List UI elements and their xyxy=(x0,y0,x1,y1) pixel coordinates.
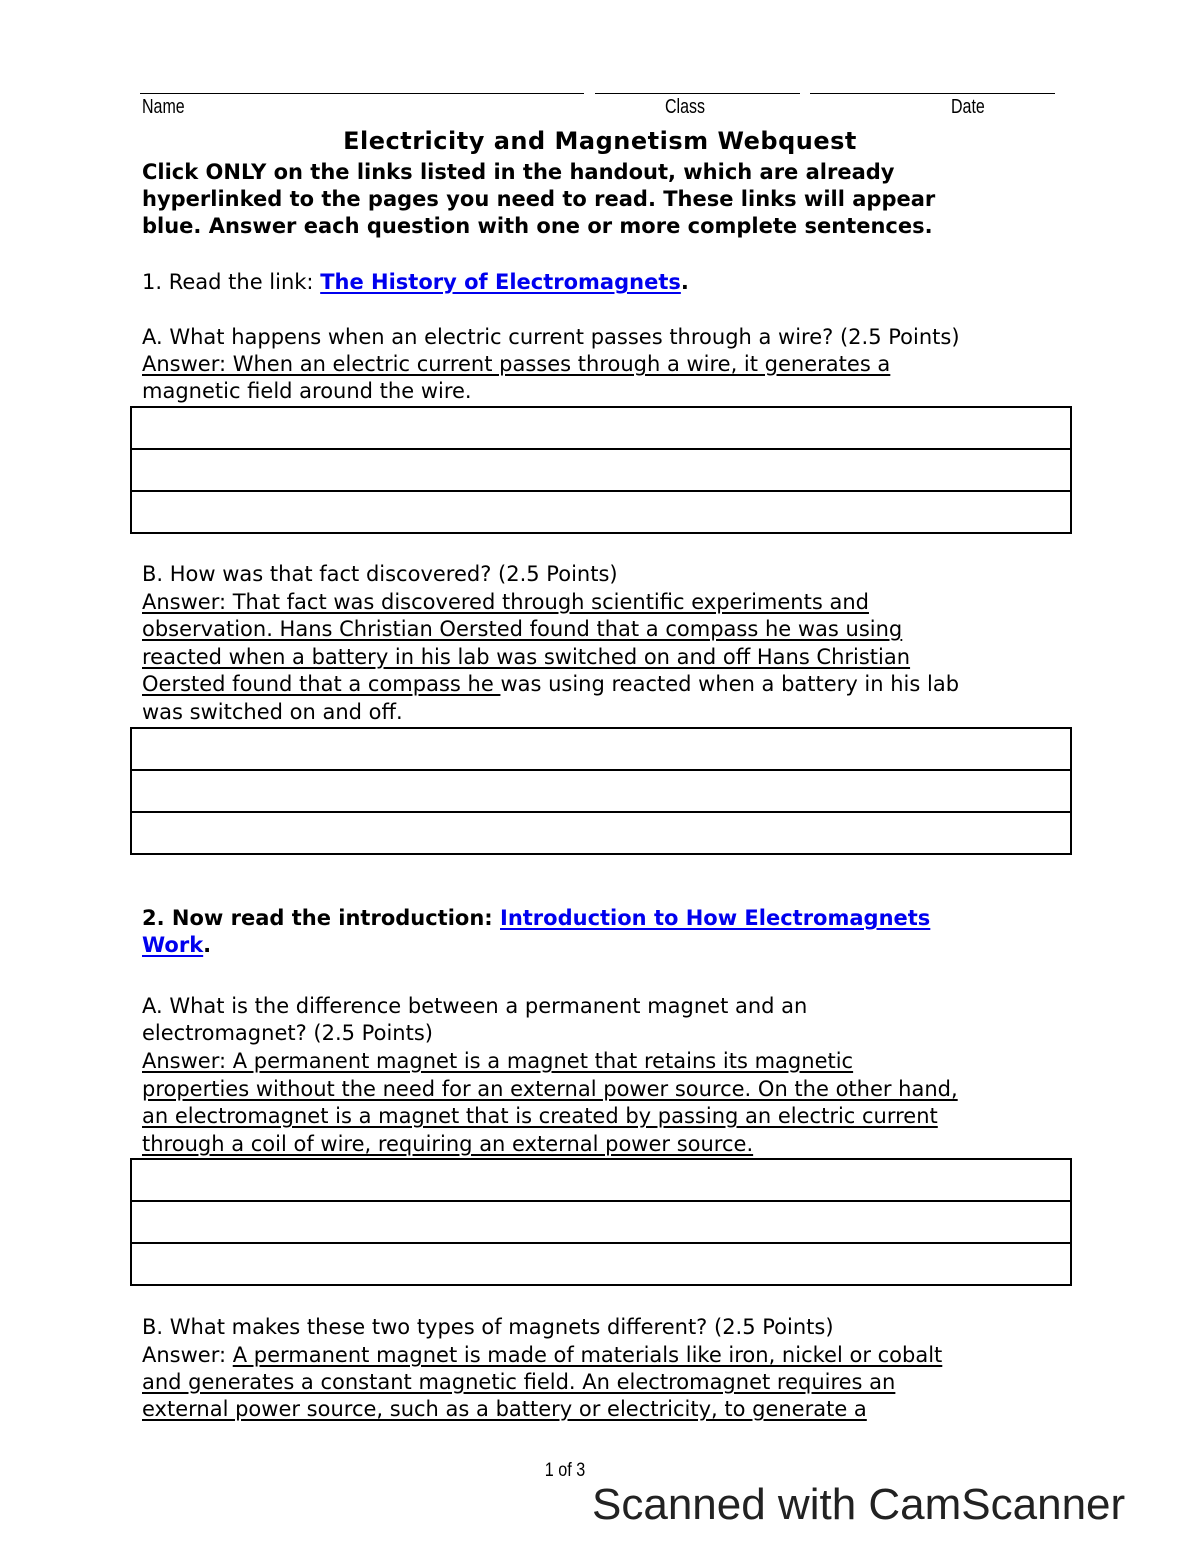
q1b-answer-line-4 xyxy=(142,671,959,699)
instructions-line-3: blue. Answer each question with one or more complete sentences. xyxy=(142,214,933,238)
q1-prompt-suffix: . xyxy=(680,270,689,294)
q2a-answer-box xyxy=(130,1158,1072,1286)
q2a-answer-line-4: through a coil of wire, requiring an external power source. xyxy=(142,1132,754,1156)
page-indicator: 1 of 3 xyxy=(544,1460,586,1481)
intro-electromagnets-link[interactable]: Introduction to How Electromagnets xyxy=(500,906,931,930)
q1b-question: B. How was that fact discovered? (2.5 Points) xyxy=(142,562,618,586)
q1b-answer-line-1: Answer: That fact was discovered through scientific experiments and xyxy=(142,590,869,614)
answer-box-row[interactable] xyxy=(132,1202,1070,1244)
instructions-line-1: Click ONLY on the links listed in the handout, which are already xyxy=(142,160,895,184)
q2-prompt-suffix: . xyxy=(203,933,212,957)
name-line xyxy=(140,93,584,94)
q2b-question: B. What makes these two types of magnets different? (2.5 Points) xyxy=(142,1315,834,1339)
q1b-answer-line-5: was switched on and off. xyxy=(142,700,403,724)
q2b-answer-label: Answer: xyxy=(142,1343,233,1367)
q1b-answer-line-4-underlined: Oersted found that a compass he xyxy=(142,672,501,696)
date-label: Date xyxy=(951,96,985,118)
intro-electromagnets-link-line-2[interactable]: Work xyxy=(142,933,204,957)
answer-box-row[interactable] xyxy=(132,1160,1070,1202)
q1b-answer-box xyxy=(130,727,1072,855)
q1b-answer-line-2: observation. Hans Christian Oersted found that a compass he was using xyxy=(142,617,903,641)
answer-box-row[interactable] xyxy=(132,729,1070,771)
answer-box-row[interactable] xyxy=(132,408,1070,450)
q1b-answer-line-4-plain: was using reacted when a battery in his lab xyxy=(500,672,960,696)
class-line xyxy=(595,93,800,94)
q2-prompt xyxy=(142,905,930,933)
class-label: Class xyxy=(665,96,706,118)
q2-prompt-line-2 xyxy=(142,932,211,960)
q2-prompt-prefix: 2. Now read the introduction: xyxy=(142,906,500,930)
q1a-question: A. What happens when an electric current passes through a wire? (2.5 Points) xyxy=(142,325,960,349)
q1a-answer-box xyxy=(130,406,1072,534)
q1-prompt xyxy=(142,269,689,297)
answer-box-row[interactable] xyxy=(132,813,1070,853)
instructions-line-2: hyperlinked to the pages you need to read. These links will appear xyxy=(142,187,936,211)
q2b-answer-line-1 xyxy=(142,1342,942,1370)
q1b-answer-line-3: reacted when a battery in his lab was switched on and off Hans Christian xyxy=(142,645,911,669)
q2b-answer-line-2: and generates a constant magnetic field. An electromagnet requires an xyxy=(142,1370,896,1394)
q2a-question-line-2: electromagnet? (2.5 Points) xyxy=(142,1021,433,1045)
q2b-answer-line-3: external power source, such as a battery or electricity, to generate a xyxy=(142,1397,867,1421)
q2a-answer-line-1: Answer: A permanent magnet is a magnet that retains its magnetic xyxy=(142,1049,854,1073)
q2a-question-line-1: A. What is the difference between a permanent magnet and an xyxy=(142,994,808,1018)
answer-box-row[interactable] xyxy=(132,1244,1070,1284)
q1a-answer-line-2: magnetic field around the wire. xyxy=(142,379,472,403)
q2a-answer-line-3: an electromagnet is a magnet that is created by passing an electric current xyxy=(142,1104,938,1128)
name-label: Name xyxy=(142,96,185,118)
answer-box-row[interactable] xyxy=(132,771,1070,813)
date-line xyxy=(810,93,1055,94)
history-of-electromagnets-link[interactable]: The History of Electromagnets xyxy=(320,270,681,294)
q2a-answer-line-2: properties without the need for an external power source. On the other hand, xyxy=(142,1077,958,1101)
camscanner-watermark: Scanned with CamScanner xyxy=(592,1480,1126,1529)
q1-prompt-prefix: 1. Read the link: xyxy=(142,270,321,294)
answer-box-row[interactable] xyxy=(132,450,1070,492)
q1a-answer-line-1: Answer: When an electric current passes through a wire, it generates a xyxy=(142,352,891,376)
q2b-answer-line-1-text: A permanent magnet is made of materials like iron, nickel or cobalt xyxy=(232,1343,943,1367)
page-title: Electricity and Magnetism Webquest xyxy=(343,127,857,155)
answer-box-row[interactable] xyxy=(132,492,1070,532)
